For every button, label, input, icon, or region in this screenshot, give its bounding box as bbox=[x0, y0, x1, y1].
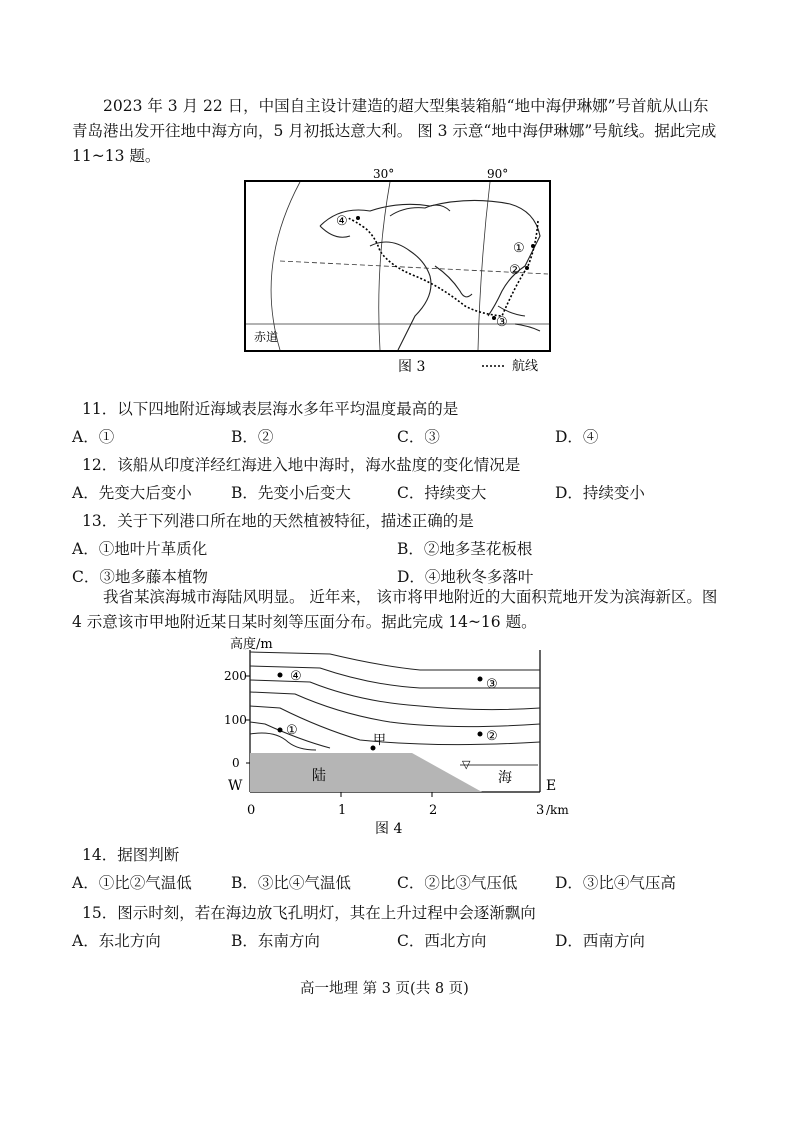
q13-option-a: A．①地叶片革质化 bbox=[72, 540, 208, 558]
point-1-dot bbox=[278, 728, 283, 733]
q11-option-c: C．③ bbox=[397, 428, 440, 446]
passage-2: 我省某滨海城市海陆风明显。 近年来， 该市将甲地附近的大面积荒地开发为滨海新区。图 4 示意该市甲地附近某日某时刻等压面分布。据此完成 14~16 题。 bbox=[72, 588, 718, 631]
q15-option-c: C．西北方向 bbox=[397, 932, 487, 950]
q11-option-d: D．④ bbox=[555, 428, 599, 446]
xtick-0: 0 bbox=[247, 803, 256, 818]
isobar-7 bbox=[250, 733, 316, 750]
q12-option-a: A．先变大后变小 bbox=[72, 484, 192, 502]
ytick-100: 100 bbox=[224, 713, 247, 727]
point-4-dot bbox=[278, 673, 283, 678]
equator-label: 赤道 bbox=[254, 330, 279, 344]
port-2-label: ② bbox=[509, 263, 521, 278]
page-footer: 高一地理 第 3 页(共 8 页) bbox=[300, 981, 469, 997]
land-label: 陆 bbox=[312, 768, 326, 784]
east-label: E bbox=[546, 778, 557, 794]
passage-1: 2023 年 3 月 22 日，中国自主设计建造的超大型集装箱船“地中海伊琳娜”号首航从山东青岛港出发开往地中海方向，5 月初抵达意大利。 图 3 示意“地中海伊琳娜”号航线。据此完成 11~13 题。 bbox=[72, 97, 717, 165]
point-3-dot bbox=[478, 677, 483, 682]
port-1-label: ① bbox=[513, 241, 525, 256]
ytick-0: 0 bbox=[232, 756, 240, 770]
figure-3-caption: 图 3 bbox=[398, 359, 426, 375]
water-level-mark: ▽ bbox=[462, 758, 471, 771]
ytick-200: 200 bbox=[224, 669, 247, 683]
question-15: 15．图示时刻，若在海边放飞孔明灯，其在上升过程中会逐渐飘向 bbox=[82, 904, 536, 922]
point-3-label: ③ bbox=[486, 677, 498, 692]
q11-option-a: A．① bbox=[72, 428, 115, 446]
q13-option-d: D．④地秋冬多落叶 bbox=[397, 568, 534, 586]
xtick-2: 2 bbox=[429, 803, 438, 818]
port-4-label: ④ bbox=[336, 214, 348, 229]
point-1-label: ① bbox=[286, 723, 298, 738]
x-unit-label: /km bbox=[546, 803, 569, 817]
q12-option-c: C．持续变大 bbox=[397, 484, 487, 502]
question-14: 14．据图判断 bbox=[82, 846, 180, 864]
q13-option-b: B．②地多茎花板根 bbox=[397, 540, 533, 558]
figure-4-caption: 图 4 bbox=[375, 821, 403, 837]
q14-option-b: B．③比④气温低 bbox=[231, 874, 351, 892]
y-axis-label: 高度/m bbox=[230, 637, 273, 652]
q15-option-b: B．东南方向 bbox=[231, 932, 320, 950]
q13-option-c: C．③地多藤本植物 bbox=[72, 568, 208, 586]
point-2-dot bbox=[478, 732, 483, 737]
question-13: 13．关于下列港口所在地的天然植被特征，描述正确的是 bbox=[82, 512, 474, 530]
point-4-label: ④ bbox=[290, 669, 302, 684]
question-11: 11．以下四地附近海域表层海水多年平均温度最高的是 bbox=[82, 400, 459, 418]
q14-option-d: D．③比④气压高 bbox=[555, 874, 676, 892]
q12-option-d: D．持续变小 bbox=[555, 484, 645, 502]
lon-30-label: 30° bbox=[373, 167, 395, 181]
question-12: 12．该船从印度洋经红海进入地中海时，海水盐度的变化情况是 bbox=[82, 456, 521, 474]
lon-90-label: 90° bbox=[487, 167, 509, 181]
route-map-figure bbox=[240, 166, 560, 376]
q15-option-a: A．东北方向 bbox=[72, 932, 161, 950]
point-2-label: ② bbox=[486, 729, 498, 744]
port-1-dot bbox=[531, 244, 535, 248]
west-label: W bbox=[228, 778, 243, 794]
sea-label: 海 bbox=[498, 770, 512, 786]
land-area bbox=[250, 753, 482, 792]
xtick-3: 3 bbox=[536, 803, 545, 818]
legend-route-label: 航线 bbox=[512, 359, 539, 374]
isobar-figure bbox=[220, 630, 590, 840]
point-jia-label: 甲 bbox=[373, 733, 387, 748]
port-3-label: ③ bbox=[496, 315, 508, 330]
xtick-1: 1 bbox=[338, 803, 347, 818]
q12-option-b: B．先变小后变大 bbox=[231, 484, 351, 502]
q15-option-d: D．西南方向 bbox=[555, 932, 645, 950]
q14-option-c: C．②比③气压低 bbox=[397, 874, 518, 892]
q11-option-b: B．② bbox=[231, 428, 274, 446]
port-4-dot bbox=[356, 216, 360, 220]
q14-option-a: A．①比②气温低 bbox=[72, 874, 192, 892]
port-2-dot bbox=[525, 266, 529, 270]
